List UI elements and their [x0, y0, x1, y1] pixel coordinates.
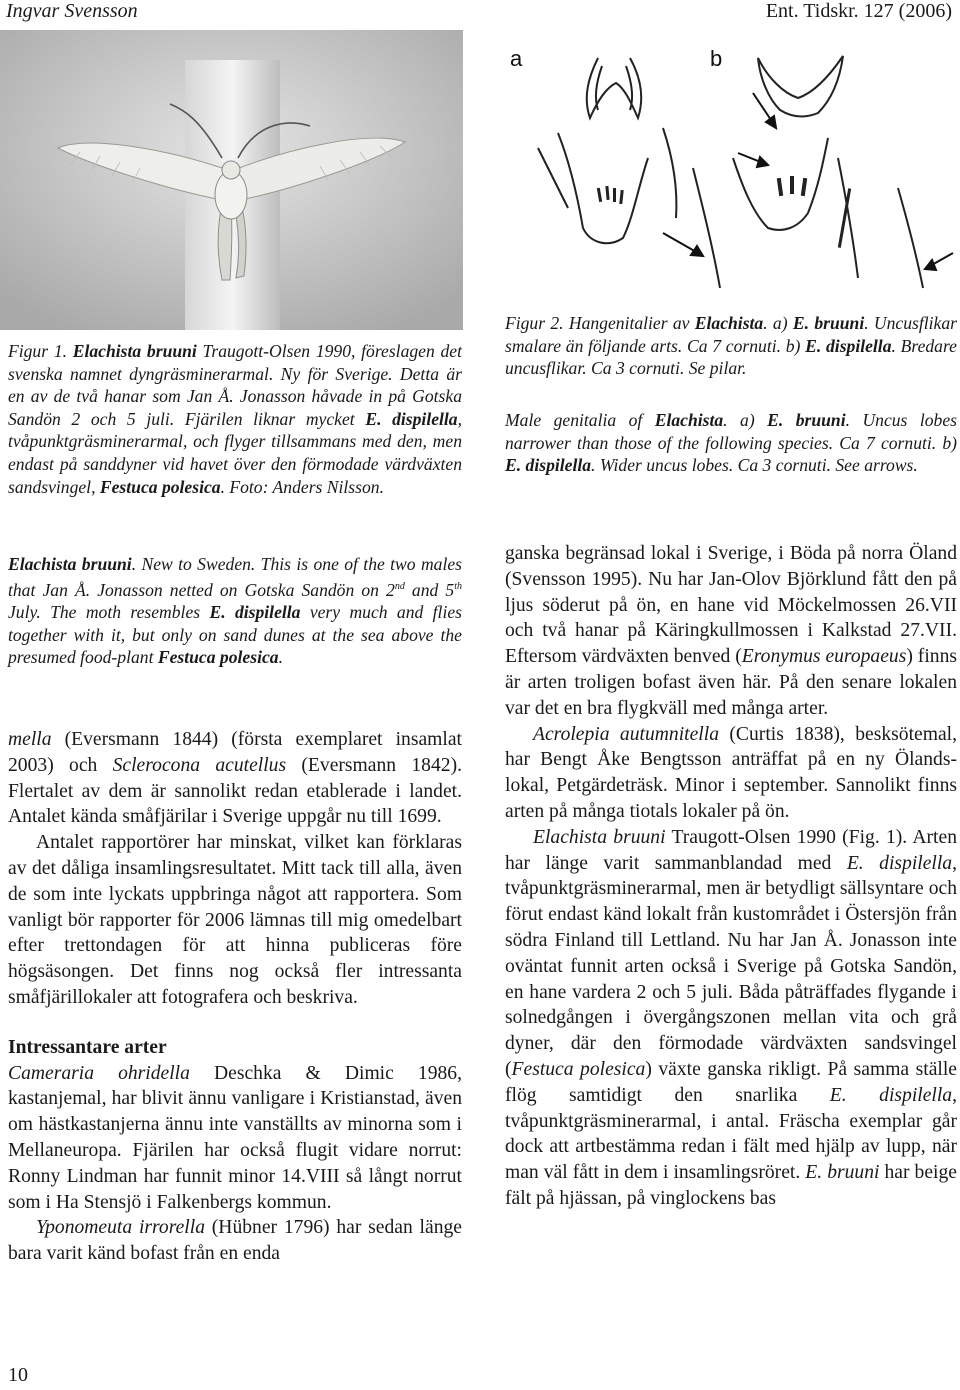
paragraph: Acrolepia autumnitella (Curtis 1838), besksötemal, har Bengt Åke Bengtsson anträffat på en ny Ölands-lokal, Petgärdeträsk. Minor i september. Sannolikt finns arten på många tiotals lokaler på ön. — [505, 723, 957, 822]
running-header-journal: Ent. Tidskr. 127 (2006) — [765, 0, 952, 22]
figure1-caption-en: Elachista bruuni. New to Sweden. This is one of the two males that Jan Å. Jonasson netted on Gotska Sandön on 2nd and 5th July. The moth resembles E. dispilella very much and flies together with it, but only on sand dunes at the sea above the presumed food-plant Festuca polesica. — [8, 554, 463, 668]
species-name: E. dispilella — [209, 602, 301, 623]
figure2-label-a: a — [510, 46, 523, 71]
paragraph: Cameraria ohridella Deschka & Dimic 1986, kastanjemal, har blivit ännu vanligare i Kristianstad, även om hästkastanjerna ännu inte vanställts av minorna som i Mellaneuropa. Fjärilen har också flugit vidare norrut: Ronny Lindman har funnit minor 14.VIII så långt norrut som i Ha Stensjö i Falkenbergs kommun. — [8, 1062, 462, 1213]
paragraph: ganska begränsad lokal i Sverige, i Böda på norra Öland (Svensson 1995). Nu har Jan-Olov Björklund fått den på ljus söderut på ön, en hane vid Möckelmossen 26.VII och två hanar på Käringkullmossen i Kalkstad 27.VII. Eftersom värdväxten benved (Eronymus europaeus) finns är arten troligen bofast även här. På den senare lokalen var det en bra flygkväll med många arter. — [505, 543, 957, 719]
species-name: Elachista bruuni — [8, 554, 132, 574]
paragraph: Antalet rapportörer har minskat, vilket kan förklaras av det dåliga insamlingsresultatet. Mitt tack till alla, även de som inte lyckats uppbringa något att rapportera. Som vanligt bör rapporter för 2006 lämnas till mig omedelbart efter trettondagen för att hinna publiceras före högsäsongen. Det finns nog också fler intressanta småfjärillokaler att fotografera och beskriva. — [8, 832, 462, 1008]
paragraph: Yponomeuta irrorella (Hübner 1796) har sedan länge bara varit känd bofast från en enda — [8, 1217, 462, 1265]
genitalia-drawing — [498, 38, 960, 300]
figure2-label-b: b — [710, 46, 723, 71]
left-body-column — [8, 727, 462, 1267]
page-number: 10 — [8, 1364, 28, 1386]
figure1-caption-sv: Figur 1. Elachista bruuni Traugott-Olsen 1990, föreslagen det svenska namnet dyngräsminerarmal. Ny för Sverige. Detta är en av de två hanar som Jan Å. Jonasson håvade in på Gotska Sandön 2 och 5 juli. Fjärilen liknar mycket E. dispilella, tvåpunktgräsminerarmal, och flyger tillsammans med den, men endast på sanddyner vid havet över den förmodade värdväxten sandsvingel, Festuca polesica. Foto: Anders Nilsson. — [8, 341, 462, 497]
species-name: Elachista bruuni — [72, 341, 197, 361]
right-body-column — [505, 541, 957, 1212]
paragraph: mella (Eversmann 1844) (första exemplaret insamlat 2003) och Sclerocona acutellus (Eversmann 1842). Flertalet av dem är sannolikt redan etablerade i landet. Antalet kända småfjärilar i Sverige uppgår nu till 1699. — [8, 729, 462, 828]
figure2-caption-en: Male genitalia of Elachista. a) E. bruuni. Uncus lobes narrower than those of the following species. Ca 7 cornuti. b) E. dispilella. Wider uncus lobes. Ca 3 cornuti. See arrows. — [505, 410, 957, 476]
running-header-author: Ingvar Svensson — [6, 0, 138, 22]
paragraph: Elachista bruuni Traugott-Olsen 1990 (Fig. 1). Arten har länge varit sammanblandad med E. dispilella, tvåpunktgräsminerarmal, men är betydligt sällsyntare och förut endast känd lokalt från kustområdet i Östersjön från södra Finland till Lettland. Nu har Jan Å. Jonasson inte oväntat funnit arten också i Sverige på Gotska Sandön, en hane vardera 2 och 5 juli. Båda påträffades flygande i solnedgången i övergångszonen mellan vita och grå dyner, där den förmodade värdväxten sandsvingel (Festuca polesica) växte ganska rikligt. På samma ställe flög samtidigt den snarlika E. dispilella, tvåpunktgräsminerarmal, i antal. Fräscha exemplar går dock att artbestämma redan i fält med hjälp av lupp, när man väl fått in dem i insamlingsröret. E. bruuni har beige fält på hjässan, på vinglockens bas — [505, 826, 957, 1209]
figure1-photo — [0, 30, 463, 330]
moth-specimen-image — [0, 30, 463, 330]
section-heading: Intressantare arter — [8, 1036, 167, 1058]
species-name: E. dispilella — [365, 408, 458, 429]
species-name: Festuca polesica — [157, 647, 279, 668]
figure2-caption-sv: Figur 2. Hangenitalier av Elachista. a) E. bruuni. Uncusflikar smalare än följande arts. Ca 7 cornuti. b) E. dispilella. Bredare uncusflikar. Ca 3 cornuti. Se pilar. — [505, 313, 957, 379]
figure2-drawing — [498, 38, 960, 300]
species-name: Festuca polesica — [99, 476, 221, 497]
